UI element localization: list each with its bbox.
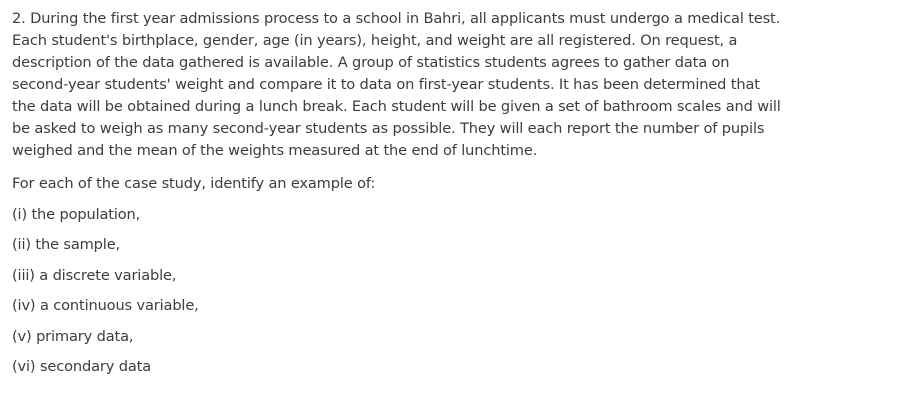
part-item-vi: (vi) secondary data — [12, 358, 152, 375]
part-item-v: (v) primary data, — [12, 327, 134, 345]
question-line: 2. During the first year admissions process to a school in Bahri, all applicants must undergo a medical test. — [12, 10, 781, 27]
question-line: second-year students' weight and compare it to data on first-year students. It has been determined that — [12, 76, 760, 93]
question-line: the data will be obtained during a lunch break. Each student will be given a set of bathroom scales and will — [12, 98, 781, 115]
question-line: be asked to weigh as many second-year students as possible. They will each report the number of pupils — [12, 120, 765, 137]
instruction-prompt: For each of the case study, identify an example of: — [12, 175, 376, 192]
question-parts-list — [12, 204, 897, 379]
question-line: Each student's birthplace, gender, age (in years), height, and weight are all registered. On request, a — [12, 32, 738, 49]
question-text — [12, 8, 897, 162]
question-content — [12, 8, 897, 378]
part-item-i: (i) the population, — [12, 205, 141, 223]
question-line: description of the data gathered is available. A group of statistics students agrees to gather data on — [12, 54, 730, 71]
part-item-ii: (ii) the sample, — [12, 236, 121, 253]
part-item-iii: (iii) a discrete variable, — [12, 266, 177, 284]
question-line: weighed and the mean of the weights measured at the end of lunchtime. — [12, 142, 538, 159]
part-item-iv: (iv) a continuous variable, — [12, 297, 199, 314]
